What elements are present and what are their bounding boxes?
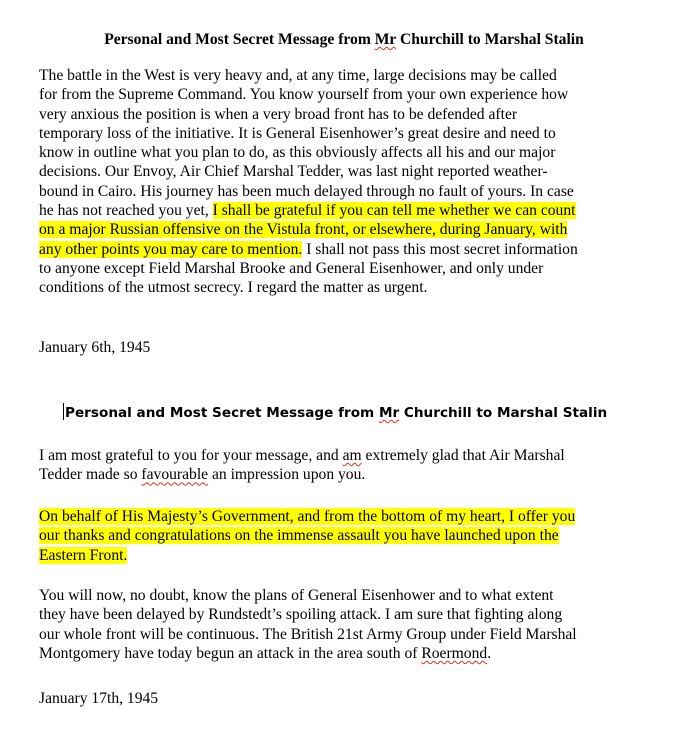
message-2-paragraph-1	[39, 446, 669, 485]
body-line: know in outline what you plan to do, as this obviously affects all his and our major	[39, 144, 556, 162]
text-cursor	[63, 403, 64, 420]
body-line: I am most grateful to you for your message, and am extremely glad that Air Marshal	[39, 447, 565, 464]
highlighted-text: Eastern Front.	[39, 546, 128, 564]
body-line: they have been delayed by Rundstedt’s spoiling attack. I am sure that fighting along	[39, 606, 563, 624]
spellcheck-favourable[interactable]: favourable	[141, 466, 209, 484]
body-line: our whole front will be continuous. The British 21st Army Group under Field Marshal	[39, 625, 577, 643]
message-2-date: January 17th, 1945	[39, 690, 159, 707]
body-line: The battle in the West is very heavy and, at any time, large decisions may be called	[39, 67, 557, 84]
body-line: temporary loss of the initiative. It is General Eisenhower’s great desire and need to	[39, 124, 556, 142]
highlighted-text: our thanks and congratulations on the immense assault you have launched upon the	[39, 527, 559, 545]
highlighted-text: I shall be grateful if you can tell me whether we can count	[212, 202, 576, 220]
spellcheck-roermond[interactable]: Roermond	[421, 644, 488, 662]
body-line	[39, 507, 669, 526]
highlighted-text: on a major Russian offensive on the Vistula front, or elsewhere, during January, with	[39, 221, 568, 239]
spellcheck-mr[interactable]: Mr	[378, 405, 400, 421]
spellcheck-am[interactable]: am	[342, 447, 362, 464]
body-line: to anyone except Field Marshal Brooke and General Eisenhower, and only under	[39, 259, 544, 277]
body-line: for from the Supreme Command. You know yourself from your own experience how	[39, 86, 569, 104]
message-1-title: Personal and Most Secret Message from Mr Churchill to Marshal Stalin	[104, 31, 584, 48]
message-1-date: January 6th, 1945	[39, 339, 151, 356]
body-line: any other points you may care to mention. I shall not pass this most secret information	[39, 240, 578, 258]
spellcheck-mr[interactable]: Mr	[374, 31, 397, 48]
message-1-body	[39, 66, 669, 298]
body-line	[39, 526, 669, 545]
message-2-paragraph-2	[39, 507, 669, 565]
highlighted-text: any other points you may care to mention.	[39, 240, 303, 258]
body-line: Tedder made so favourable an impression upon you.	[39, 466, 366, 484]
body-line: decisions. Our Envoy, Air Chief Marshal Tedder, was last night reported weather-	[39, 163, 548, 181]
body-line: bound in Cairo. His journey has been much delayed through no fault of yours. In case	[39, 182, 574, 200]
body-line: conditions of the utmost secrecy. I regard the matter as urgent.	[39, 279, 428, 297]
message-2-title: Personal and Most Secret Message from Mr Churchill to Marshal Stalin	[65, 405, 608, 421]
body-line: You will now, no doubt, know the plans of General Eisenhower and to what extent	[39, 587, 554, 604]
highlighted-text: On behalf of His Majesty’s Government, and from the bottom of my heart, I offer you	[39, 508, 576, 525]
message-2-paragraph-3	[39, 586, 669, 663]
body-line	[39, 220, 669, 239]
body-line: very anxious the position is when a very broad front has to be defended after	[39, 105, 518, 123]
body-line: he has not reached you yet, I shall be grateful if you can tell me whether we can count	[39, 202, 576, 220]
body-line: Montgomery have today begun an attack in the area south of Roermond.	[39, 644, 492, 662]
body-line	[39, 546, 669, 565]
